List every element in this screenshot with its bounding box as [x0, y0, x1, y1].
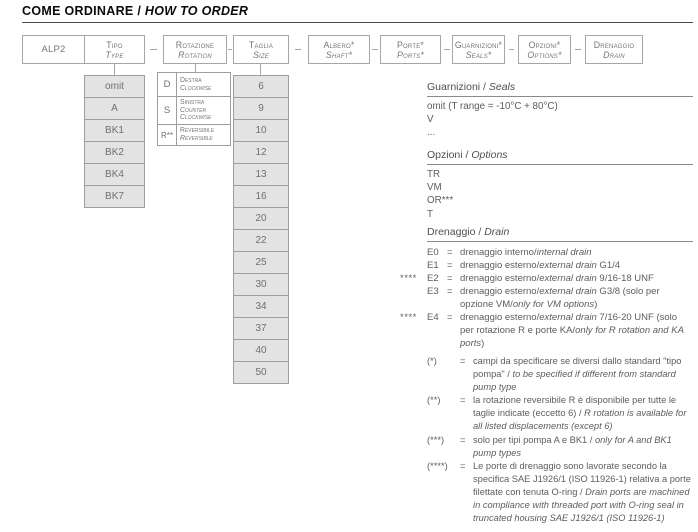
footnotes	[427, 355, 693, 525]
options-items	[427, 168, 693, 221]
flow-box-tipo	[84, 35, 145, 64]
drain-title-it: Drenaggio /	[427, 226, 485, 238]
flow-box-opzioni-en: Options*	[527, 49, 562, 60]
tipo-cell: omit	[84, 75, 145, 98]
rotation-column	[157, 72, 231, 146]
seals-section	[427, 81, 693, 140]
footnote-2	[427, 394, 693, 433]
drain-code: E4	[427, 312, 439, 323]
options-item: OR***	[427, 195, 454, 207]
options-section-title	[427, 149, 693, 165]
drain-text-en2: only for R rotation and KA ports	[460, 325, 684, 349]
page-title-en: HOW TO ORDER	[144, 4, 249, 18]
drain-text-it: drenaggio esterno/	[460, 312, 540, 323]
options-title-it: Opzioni /	[427, 149, 472, 161]
footnote-marker: (****)	[427, 460, 448, 471]
drain-prefix: ****	[400, 312, 417, 323]
drain-code: E1	[427, 260, 439, 271]
footnote-4	[427, 460, 693, 525]
tipo-cell: A	[84, 97, 145, 120]
drain-text-en: external drain	[539, 286, 597, 297]
footnote-text	[473, 460, 693, 525]
drain-text	[460, 272, 693, 285]
rotation-connector-line	[195, 64, 196, 72]
seals-item: omit (T range = -10°C + 80°C)	[427, 101, 558, 112]
drain-text-it: drenaggio esterno/	[460, 273, 540, 284]
flow-box-guarnizioni-it: Guarnizioni*	[454, 39, 503, 50]
size-cell: 6	[233, 75, 289, 98]
flow-box-albero-it: Albero*	[323, 39, 355, 50]
options-title-en: Options	[471, 149, 508, 161]
size-cell: 50	[233, 361, 289, 384]
footnote-text-en: Drain ports are machined in compliance with threaded port with O-ring seal in truncated housing SAE J1926/1 (ISO 11926-1)	[473, 486, 690, 524]
drain-text-it: drenaggio esterno/	[460, 260, 540, 271]
footnote-text-en: R rotation is available for all listed displacements (except 6)	[473, 408, 687, 432]
flow-box-alp2	[22, 35, 85, 64]
flow-connector-dash	[444, 49, 450, 50]
size-cell: 37	[233, 317, 289, 340]
drain-equals: =	[447, 247, 453, 258]
flow-box-porte	[380, 35, 441, 64]
page-title-it: COME ORDINARE /	[22, 4, 145, 18]
drain-text-en: external drain	[539, 312, 597, 323]
rotation-desc-en: Reversible	[180, 135, 213, 142]
drain-text	[460, 259, 693, 272]
flow-box-rotazione-it: Rotazione	[175, 39, 215, 50]
footnote-marker: (**)	[427, 395, 441, 406]
drain-text-en2: only for VM options	[512, 299, 595, 310]
tipo-connector-line	[114, 64, 115, 75]
size-column	[233, 75, 289, 384]
flow-connector-dash	[228, 49, 232, 50]
flow-connector-dash	[295, 49, 301, 50]
drain-row-e4	[400, 311, 693, 350]
rotation-desc-it: Destra	[180, 76, 202, 84]
drain-prefix	[400, 285, 427, 311]
title-rule	[22, 22, 693, 23]
drain-section	[400, 226, 693, 350]
footnote-text-it: la rotazione reversibile R è disponibile per tutte le taglie indicate (eccetto 6) /	[473, 395, 677, 419]
drain-text-en: external drain	[539, 260, 597, 271]
tipo-cell: BK2	[84, 141, 145, 164]
rotation-desc-it: Sinistra	[180, 98, 205, 106]
footnote-3	[427, 434, 693, 460]
rotation-desc-it: Reversibile	[180, 127, 215, 135]
footnote-text-en: only for A and BK1 pump types	[473, 434, 672, 458]
drain-text-en: external drain	[539, 273, 597, 284]
drain-equals: =	[447, 286, 453, 297]
rotation-row-s	[157, 96, 231, 125]
drain-text-it: drenaggio interno/	[460, 247, 537, 258]
footnote-marker: (*)	[427, 356, 437, 366]
drain-row-e2	[400, 272, 693, 285]
flow-connector-dash	[372, 49, 378, 50]
size-cell: 34	[233, 295, 289, 318]
flow-box-porte-it: Porte*	[396, 39, 425, 50]
flow-box-drenaggio-en: Drain	[603, 49, 625, 60]
seals-items	[427, 100, 693, 140]
size-connector-line	[260, 64, 261, 75]
drain-text-it: drenaggio esterno/	[460, 286, 540, 297]
size-cell: 12	[233, 141, 289, 164]
size-cell: 25	[233, 251, 289, 274]
drain-equals: =	[447, 312, 453, 323]
drain-text-extra: G1/4	[596, 260, 621, 271]
size-cell: 40	[233, 339, 289, 362]
drain-code: E0	[427, 247, 439, 258]
drain-prefix	[400, 259, 427, 272]
flow-box-porte-en: Ports*	[396, 49, 425, 60]
flow-connector-dash	[509, 49, 514, 50]
seals-item: V	[427, 114, 434, 126]
drain-title-en: Drain	[484, 226, 510, 238]
rotation-desc	[177, 124, 231, 146]
size-cell: 20	[233, 207, 289, 230]
flow-box-taglia-en: Size	[252, 49, 269, 60]
flow-box-taglia-it: Taglia	[248, 39, 274, 50]
rotation-desc	[177, 72, 231, 97]
rotation-desc	[177, 96, 231, 125]
footnote-equals: =	[460, 395, 466, 406]
options-item: TR	[427, 169, 441, 180]
flow-box-rotazione-en: Rotation	[178, 49, 212, 60]
footnote-text-it: Le porte di drenaggio sono lavorate secondo la specifica SAE J1926/1 (ISO 11926-1) relativa a porte filettate con tenuta O-ring /	[473, 460, 691, 497]
flow-box-drenaggio-it: Drenaggio	[593, 39, 635, 50]
rotation-desc-en: Counter Clockwise	[180, 106, 212, 122]
flow-connector-dash	[150, 49, 157, 50]
footnote-text-en: to be specified if different from standard pump type	[473, 369, 676, 393]
size-cell: 10	[233, 119, 289, 142]
drain-text-close: )	[594, 299, 598, 310]
flow-box-alp2-label: ALP2	[41, 43, 66, 55]
rotation-row-r	[157, 124, 231, 146]
size-cell: 16	[233, 185, 289, 208]
flow-box-guarnizioni	[452, 35, 505, 64]
flow-box-albero	[308, 35, 370, 64]
drain-row-e1	[400, 259, 693, 272]
flow-connector-dash	[575, 49, 581, 50]
drain-text	[460, 311, 693, 350]
drain-code: E3	[427, 286, 439, 297]
seals-section-title	[427, 81, 693, 97]
flow-box-taglia	[233, 35, 289, 64]
drain-text	[460, 285, 693, 311]
drain-row-e3	[400, 285, 693, 311]
drain-section-title	[427, 226, 693, 242]
rotation-code: S	[157, 96, 177, 125]
seals-title-en: Seals	[488, 81, 516, 93]
rotation-row-d	[157, 72, 231, 97]
rotation-code: D	[157, 72, 177, 97]
options-item: VM	[427, 182, 442, 194]
drain-prefix: ****	[400, 273, 417, 284]
flow-box-opzioni-it: Opzioni*	[528, 39, 561, 50]
size-cell: 22	[233, 229, 289, 252]
footnote-text-it: solo per tipi pompa A e BK1 /	[473, 434, 595, 445]
flow-box-albero-en: Shaft*	[325, 49, 353, 60]
drain-text-close: )	[481, 338, 485, 349]
footnote-equals: =	[460, 356, 466, 366]
size-cell: 13	[233, 163, 289, 186]
footnote-equals: =	[460, 460, 466, 471]
footnote-marker: (***)	[427, 434, 445, 445]
flow-box-tipo-en: Type	[105, 49, 124, 60]
tipo-column	[84, 75, 145, 208]
size-cell: 30	[233, 273, 289, 296]
drain-text-extra: 9/16-18 UNF	[596, 273, 654, 284]
footnote-text	[473, 434, 693, 460]
drain-code: E2	[427, 273, 439, 284]
flow-box-rotazione	[163, 35, 227, 64]
tipo-cell: BK7	[84, 185, 145, 208]
flow-box-opzioni	[518, 35, 571, 64]
drain-prefix	[400, 246, 427, 259]
tipo-cell: BK4	[84, 163, 145, 186]
drain-text	[460, 246, 693, 259]
footnote-text-it: campi da specificare se diversi dallo standard "tipo pompa" /	[473, 356, 682, 380]
footnote-text	[473, 394, 693, 433]
flow-box-drenaggio	[585, 35, 643, 64]
flow-box-guarnizioni-en: Seals*	[465, 49, 492, 60]
drain-text-extra: G3/8 (solo per opzione VM/	[460, 286, 660, 310]
page-title	[22, 4, 248, 18]
drain-rows	[400, 246, 693, 350]
footnote-equals: =	[460, 434, 466, 445]
footnote-text	[473, 355, 693, 394]
options-section	[427, 149, 693, 221]
drain-text-en: internal drain	[536, 247, 592, 258]
drain-row-e0	[400, 246, 693, 259]
footnote-1	[427, 355, 693, 394]
drain-equals: =	[447, 273, 453, 284]
size-cell: 9	[233, 97, 289, 120]
rotation-desc-en: Clockwise	[180, 84, 212, 92]
drain-text-extra: 7/16-20 UNF (solo per rotazione R e porte KA/	[460, 312, 678, 336]
flow-box-tipo-it: Tipo	[106, 39, 123, 50]
seals-item: ...	[427, 127, 436, 139]
drain-equals: =	[447, 260, 453, 271]
seals-title-it: Guarnizioni /	[427, 81, 489, 93]
rotation-code: R**	[157, 124, 177, 146]
tipo-cell: BK1	[84, 119, 145, 142]
options-item: T	[427, 208, 433, 220]
